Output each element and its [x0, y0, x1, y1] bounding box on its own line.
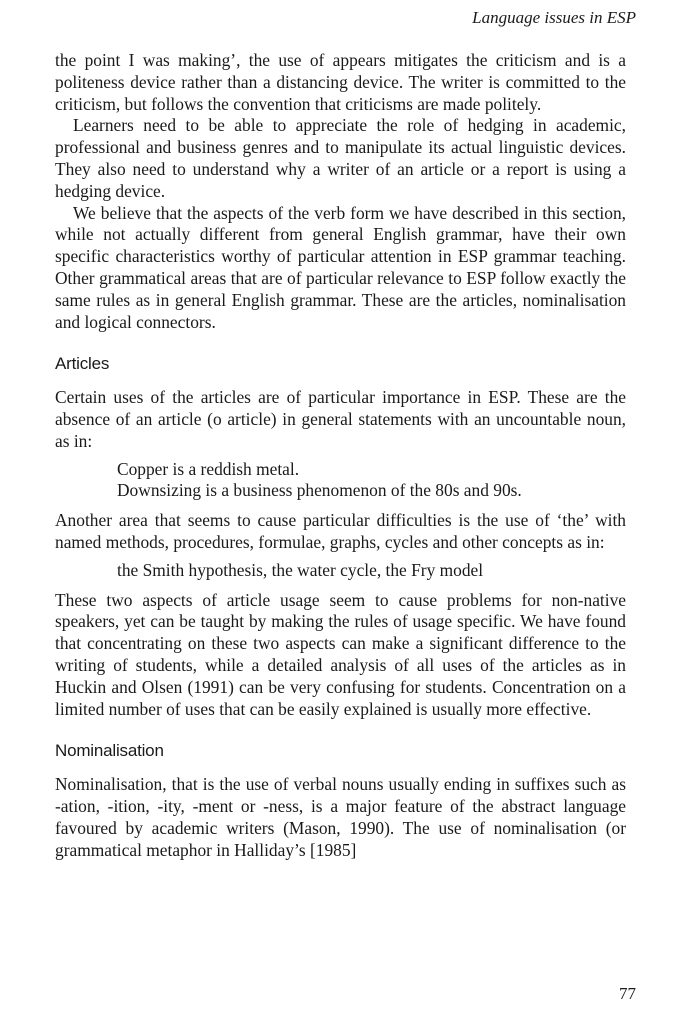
nominalisation-heading: Nominalisation [55, 741, 164, 761]
articles-heading: Articles [55, 354, 110, 374]
page-number: 77 [619, 984, 636, 1003]
example-line: the Smith hypothesis, the water cycle, the Fry model [117, 559, 484, 580]
example-line: Copper is a reddish metal. [117, 458, 300, 479]
intro-paragraph-1: the point I was making’, the use of appears mitigates the criticism and is a politeness device rather than a distancing device. The writer is committed to the criticism, but follows the convention that criticisms are made politely. [55, 50, 626, 114]
running-header: Language issues in ESP [472, 8, 636, 27]
example-line: Downsizing is a business phenomenon of the 80s and 90s. [117, 480, 522, 501]
nominalisation-paragraph-1: Nominalisation, that is the use of verbal nouns usually ending in suffixes such as -ation, -ition, -ity, -ment or -ness, is a major feature of the abstract language favoured by academic writers (Mason, 1990). The use of nominalisation (or grammatical metaphor in Halliday’s [1985] [55, 774, 626, 860]
intro-paragraph-2: Learners need to be able to appreciate the role of hedging in academic, professional and business genres and to manipulate its actual linguistic devices. They also need to understand why a writer of an article or a report is using a hedging device. [55, 115, 626, 201]
page-body [55, 50, 626, 861]
intro-paragraph-3: We believe that the aspects of the verb form we have described in this section, while not actually different from general English grammar, have their own specific characteristics worthy of particular attention in ESP grammar teaching. Other grammatical areas that are of particular relevance to ESP follow exactly the same rules as in general English grammar. These are the articles, nominalisation and logical connectors. [55, 202, 626, 332]
articles-paragraph-2: Another area that seems to cause particular difficulties is the use of ‘the’ with named methods, procedures, formulae, graphs, cycles and other concepts as in: [55, 510, 626, 552]
articles-paragraph-3: These two aspects of article usage seem to cause problems for non-native speakers, yet can be taught by making the rules of usage specific. We have found that concentrating on these two aspects can make a significant difference to the writing of students, while a detailed analysis of all uses of the articles as in Huckin and Olsen (1991) can be very confusing for students. Concentration on a limited number of uses that can be easily explained is usually more effective. [55, 589, 626, 719]
articles-paragraph-1: Certain uses of the articles are of particular importance in ESP. These are the absence of an article (o article) in general statements with an uncountable noun, as in: [55, 387, 626, 451]
articles-example-2 [117, 560, 626, 582]
articles-examples [117, 459, 626, 503]
